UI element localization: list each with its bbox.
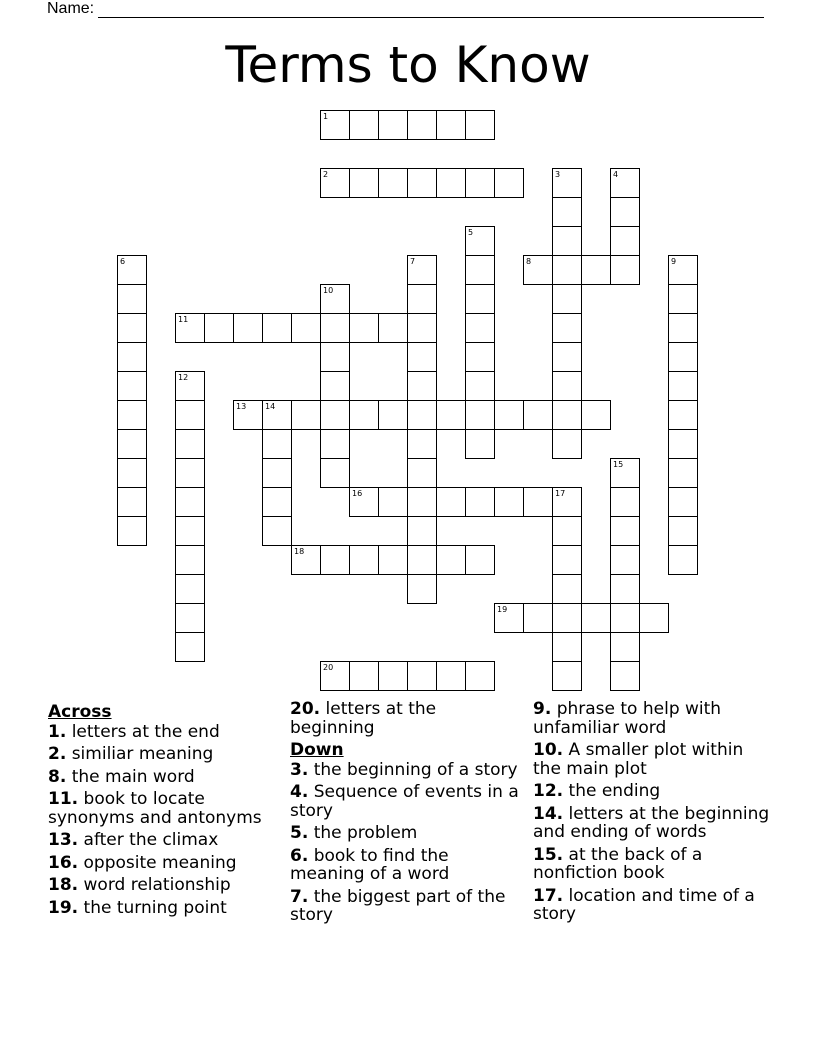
grid-cell[interactable] <box>320 371 350 401</box>
page-title: Terms to Know <box>225 36 591 94</box>
grid-cell[interactable] <box>117 429 147 459</box>
down-clue <box>533 782 773 801</box>
clue-number: 15 <box>613 460 624 469</box>
grid-cell[interactable] <box>117 400 147 430</box>
grid-cell[interactable] <box>175 400 205 430</box>
grid-cell[interactable] <box>436 110 466 140</box>
grid-cell[interactable] <box>117 458 147 488</box>
grid-cell[interactable] <box>610 574 640 604</box>
grid-cell[interactable] <box>668 284 698 314</box>
grid-cell[interactable] <box>465 342 495 372</box>
grid-cell[interactable] <box>378 545 408 575</box>
grid-cell[interactable] <box>407 371 437 401</box>
clue-number-label: 18. <box>48 875 79 895</box>
grid-cell[interactable] <box>204 313 234 343</box>
grid-cell[interactable] <box>552 516 582 546</box>
clue-number-label: 8. <box>48 766 67 787</box>
grid-cell[interactable] <box>552 197 582 227</box>
clue-text: letters at the beginning <box>290 699 437 738</box>
clue-number-label: 1. <box>48 721 67 742</box>
grid-cell[interactable] <box>407 545 437 575</box>
clue-number: 19 <box>497 605 508 614</box>
clue-text: book to locate synonyms and antonyms <box>48 789 262 828</box>
down-clue <box>533 741 773 778</box>
grid-cell[interactable] <box>117 371 147 401</box>
grid-cell[interactable] <box>175 603 205 633</box>
grid-cell[interactable] <box>610 545 640 575</box>
grid-cell[interactable] <box>233 313 263 343</box>
grid-cell[interactable] <box>407 516 437 546</box>
clue-text: after the climax <box>83 830 219 850</box>
grid-cell[interactable] <box>407 110 437 140</box>
grid-cell[interactable] <box>494 603 524 633</box>
clue-text: the beginning of a story <box>313 759 518 780</box>
grid-cell[interactable] <box>668 545 698 575</box>
clue-number: 9 <box>671 257 677 266</box>
grid-cell[interactable] <box>552 313 582 343</box>
down-clue <box>290 761 520 780</box>
grid-cell[interactable] <box>668 313 698 343</box>
grid-cell[interactable] <box>320 458 350 488</box>
clue-text: book to find the meaning of a word <box>290 845 450 884</box>
clue-column-3 <box>533 700 773 928</box>
grid-cell[interactable] <box>320 429 350 459</box>
clue-text: letters at the end <box>71 721 220 742</box>
grid-cell[interactable] <box>349 168 379 198</box>
grid-cell[interactable] <box>349 487 379 517</box>
grid-cell[interactable] <box>668 342 698 372</box>
grid-cell[interactable] <box>523 487 553 517</box>
across-clue <box>48 899 278 918</box>
grid-cell[interactable] <box>494 487 524 517</box>
grid-cell[interactable] <box>175 458 205 488</box>
grid-cell[interactable] <box>668 400 698 430</box>
clue-number: 18 <box>294 547 305 556</box>
down-clue <box>290 783 520 820</box>
down-heading: Down <box>290 740 344 760</box>
clue-number-label: 6. <box>290 845 309 866</box>
across-clue <box>48 790 278 827</box>
grid-cell[interactable] <box>117 255 147 285</box>
clue-number-label: 11. <box>48 789 79 809</box>
clue-column-2 <box>290 700 520 929</box>
clue-text: Sequence of events in a story <box>290 782 519 821</box>
clue-text: location and time of a story <box>533 885 755 924</box>
down-clue <box>533 846 773 883</box>
grid-cell[interactable] <box>610 255 640 285</box>
clue-text: the biggest part of the story <box>290 886 506 925</box>
across-clue <box>290 700 520 737</box>
grid-cell[interactable] <box>581 255 611 285</box>
grid-cell[interactable] <box>668 458 698 488</box>
grid-cell[interactable] <box>349 661 379 691</box>
grid-cell[interactable] <box>552 574 582 604</box>
across-clue <box>48 745 278 764</box>
grid-cell[interactable] <box>668 371 698 401</box>
grid-cell[interactable] <box>552 545 582 575</box>
grid-cell[interactable] <box>668 516 698 546</box>
grid-cell[interactable] <box>610 661 640 691</box>
grid-cell[interactable] <box>552 371 582 401</box>
clue-number: 14 <box>265 402 276 411</box>
grid-cell[interactable] <box>465 400 495 430</box>
clue-text: the ending <box>568 781 661 801</box>
grid-cell[interactable] <box>175 313 205 343</box>
grid-cell[interactable] <box>175 371 205 401</box>
clue-text: word relationship <box>83 875 231 895</box>
grid-cell[interactable] <box>581 603 611 633</box>
clue-text: the turning point <box>83 897 227 918</box>
grid-cell[interactable] <box>552 661 582 691</box>
grid-cell[interactable] <box>349 400 379 430</box>
grid-cell[interactable] <box>494 400 524 430</box>
grid-cell[interactable] <box>117 284 147 314</box>
grid-cell[interactable] <box>407 400 437 430</box>
clue-number: 16 <box>352 489 363 498</box>
grid-cell[interactable] <box>552 168 582 198</box>
grid-cell[interactable] <box>494 168 524 198</box>
grid-cell[interactable] <box>378 110 408 140</box>
clue-column-1 <box>48 700 278 921</box>
grid-cell[interactable] <box>436 168 466 198</box>
clue-number: 3 <box>555 170 561 179</box>
grid-cell[interactable] <box>668 255 698 285</box>
grid-cell[interactable] <box>349 545 379 575</box>
grid-cell[interactable] <box>407 168 437 198</box>
clue-number-label: 9. <box>533 699 552 719</box>
grid-cell[interactable] <box>320 313 350 343</box>
grid-cell[interactable] <box>610 197 640 227</box>
grid-cell[interactable] <box>668 429 698 459</box>
grid-cell[interactable] <box>262 458 292 488</box>
grid-cell[interactable] <box>436 545 466 575</box>
clue-text: similiar meaning <box>71 744 214 764</box>
clue-text: the main word <box>71 766 195 787</box>
grid-cell[interactable] <box>262 516 292 546</box>
grid-cell[interactable] <box>465 371 495 401</box>
grid-cell[interactable] <box>552 429 582 459</box>
clue-number-label: 5. <box>290 823 309 843</box>
grid-cell[interactable] <box>523 400 553 430</box>
grid-cell[interactable] <box>436 400 466 430</box>
grid-cell[interactable] <box>320 284 350 314</box>
grid-cell[interactable] <box>610 516 640 546</box>
clue-number-label: 12. <box>533 781 564 801</box>
across-clue <box>48 768 278 787</box>
clue-number: 11 <box>178 315 189 324</box>
across-clue <box>48 854 278 873</box>
clue-number: 8 <box>526 257 532 266</box>
clue-number: 4 <box>613 170 619 179</box>
grid-cell[interactable] <box>523 255 553 285</box>
grid-cell[interactable] <box>407 342 437 372</box>
clue-text: at the back of a nonfiction book <box>533 844 703 883</box>
clue-number: 6 <box>120 257 126 266</box>
grid-cell[interactable] <box>175 429 205 459</box>
clue-number-label: 10. <box>533 740 564 760</box>
grid-cell[interactable] <box>465 110 495 140</box>
clue-number-label: 7. <box>290 886 309 907</box>
across-clue <box>48 876 278 895</box>
grid-cell[interactable] <box>552 226 582 256</box>
down-clue <box>533 805 773 842</box>
grid-cell[interactable] <box>581 400 611 430</box>
grid-cell[interactable] <box>262 429 292 459</box>
grid-cell[interactable] <box>523 603 553 633</box>
grid-cell[interactable] <box>407 487 437 517</box>
grid-cell[interactable] <box>610 603 640 633</box>
grid-cell[interactable] <box>465 284 495 314</box>
grid-cell[interactable] <box>407 429 437 459</box>
grid-cell[interactable] <box>407 574 437 604</box>
grid-cell[interactable] <box>552 632 582 662</box>
grid-cell[interactable] <box>175 574 205 604</box>
grid-cell[interactable] <box>117 487 147 517</box>
clue-number-label: 17. <box>533 885 564 906</box>
grid-cell[interactable] <box>639 603 669 633</box>
clue-text: phrase to help with unfamiliar word <box>533 699 722 738</box>
clue-text: A smaller plot within the main plot <box>533 740 744 779</box>
clue-number-label: 14. <box>533 803 564 824</box>
grid-cell[interactable] <box>175 545 205 575</box>
clue-text: opposite meaning <box>83 852 237 873</box>
grid-cell[interactable] <box>117 342 147 372</box>
grid-cell[interactable] <box>349 110 379 140</box>
clue-number-label: 13. <box>48 830 79 850</box>
grid-cell[interactable] <box>465 226 495 256</box>
clue-number-label: 3. <box>290 759 309 780</box>
clue-number-label: 4. <box>290 782 309 802</box>
down-clue <box>290 888 520 925</box>
grid-cell[interactable] <box>320 168 350 198</box>
grid-cell[interactable] <box>320 661 350 691</box>
clue-number: 1 <box>323 112 329 121</box>
name-label: Name: <box>47 0 95 17</box>
grid-cell[interactable] <box>320 400 350 430</box>
across-clue <box>48 831 278 850</box>
grid-cell[interactable] <box>465 545 495 575</box>
grid-cell[interactable] <box>610 226 640 256</box>
clue-number-label: 2. <box>48 744 67 764</box>
down-clue <box>290 847 520 884</box>
clue-text: the problem <box>313 823 418 843</box>
grid-cell[interactable] <box>610 168 640 198</box>
down-clue <box>533 887 773 924</box>
clue-text: letters at the beginning and ending of words <box>533 803 770 842</box>
grid-cell[interactable] <box>378 661 408 691</box>
clue-number: 7 <box>410 257 416 266</box>
grid-cell[interactable] <box>465 487 495 517</box>
grid-cell[interactable] <box>552 342 582 372</box>
down-clue <box>290 824 520 843</box>
grid-cell[interactable] <box>117 516 147 546</box>
clue-number: 13 <box>236 402 247 411</box>
grid-cell[interactable] <box>378 400 408 430</box>
grid-cell[interactable] <box>262 487 292 517</box>
clue-number-label: 15. <box>533 844 564 865</box>
grid-cell[interactable] <box>436 661 466 691</box>
grid-cell[interactable] <box>407 255 437 285</box>
grid-cell[interactable] <box>320 110 350 140</box>
grid-cell[interactable] <box>320 342 350 372</box>
grid-cell[interactable] <box>378 487 408 517</box>
grid-cell[interactable] <box>552 487 582 517</box>
grid-cell[interactable] <box>407 284 437 314</box>
grid-cell[interactable] <box>175 632 205 662</box>
grid-cell[interactable] <box>610 458 640 488</box>
grid-cell[interactable] <box>117 313 147 343</box>
clue-number: 20 <box>323 663 334 672</box>
grid-cell[interactable] <box>465 168 495 198</box>
grid-cell[interactable] <box>465 661 495 691</box>
across-clue <box>48 723 278 742</box>
grid-cell[interactable] <box>407 458 437 488</box>
grid-cell[interactable] <box>291 400 321 430</box>
clue-number: 17 <box>555 489 566 498</box>
grid-cell[interactable] <box>436 487 466 517</box>
down-clue <box>533 700 773 737</box>
clue-number: 12 <box>178 373 189 382</box>
grid-cell[interactable] <box>233 400 263 430</box>
grid-cell[interactable] <box>552 603 582 633</box>
grid-cell[interactable] <box>349 313 379 343</box>
grid-cell[interactable] <box>175 516 205 546</box>
grid-cell[interactable] <box>262 400 292 430</box>
grid-cell[interactable] <box>378 313 408 343</box>
grid-cell[interactable] <box>175 487 205 517</box>
clue-number-label: 16. <box>48 852 79 873</box>
clue-number-label: 20. <box>290 699 321 719</box>
grid-cell[interactable] <box>291 545 321 575</box>
grid-cell[interactable] <box>291 313 321 343</box>
grid-cell[interactable] <box>668 487 698 517</box>
grid-cell[interactable] <box>262 313 292 343</box>
grid-cell[interactable] <box>610 632 640 662</box>
across-heading: Across <box>48 702 112 722</box>
clue-number-label: 19. <box>48 897 79 918</box>
grid-cell[interactable] <box>610 487 640 517</box>
grid-cell[interactable] <box>465 255 495 285</box>
grid-cell[interactable] <box>378 168 408 198</box>
grid-cell[interactable] <box>320 545 350 575</box>
clue-number: 5 <box>468 228 474 237</box>
grid-cell[interactable] <box>552 400 582 430</box>
grid-cell[interactable] <box>552 284 582 314</box>
grid-cell[interactable] <box>465 429 495 459</box>
grid-cell[interactable] <box>465 313 495 343</box>
clue-number: 2 <box>323 170 329 179</box>
grid-cell[interactable] <box>552 255 582 285</box>
grid-cell[interactable] <box>407 661 437 691</box>
grid-cell[interactable] <box>407 313 437 343</box>
clue-number: 10 <box>323 286 334 295</box>
